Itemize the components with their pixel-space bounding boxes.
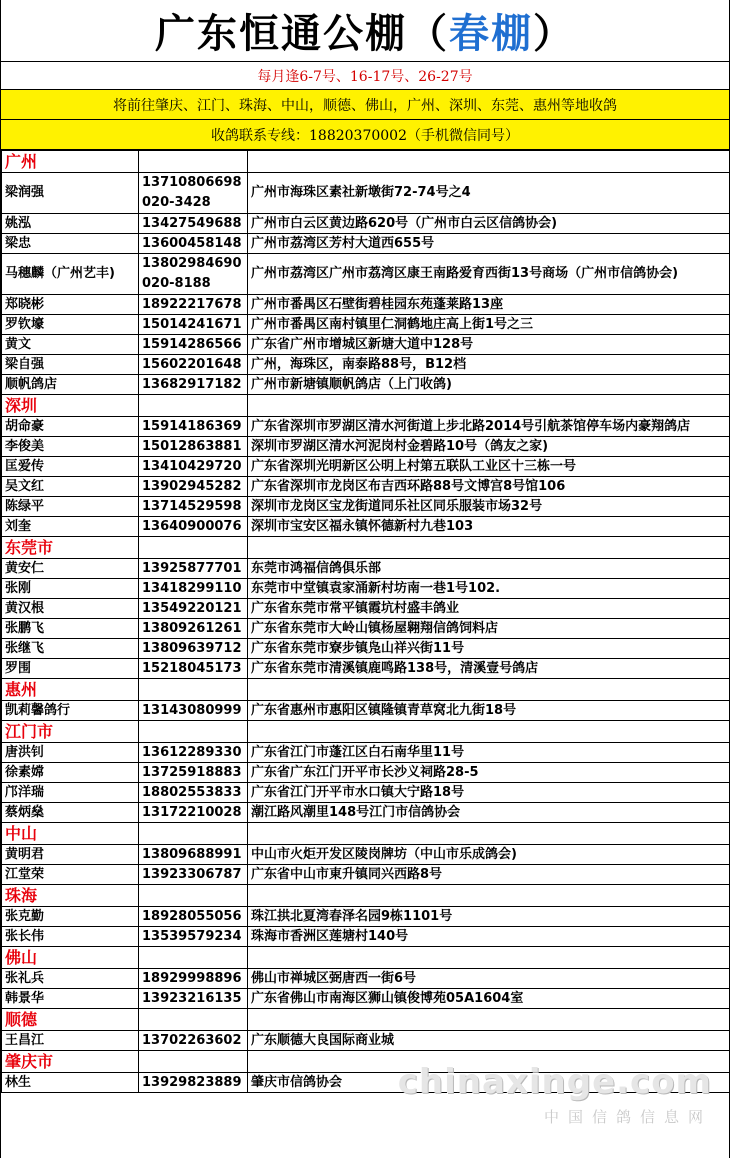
contact-phone: 13725918883	[142, 764, 242, 780]
region-header-row	[2, 679, 730, 701]
page-title	[1, 0, 729, 62]
title-end: ）	[533, 10, 575, 57]
empty-cell	[139, 1009, 248, 1031]
contact-address: 东莞市中堂镇袁家涌新村坊南一巷1号102.	[248, 579, 730, 599]
contact-name: 罗围	[2, 659, 139, 679]
contact-address: 广东省东莞市清溪镇鹿鸣路138号，清溪壹号鸽店	[248, 659, 730, 679]
contact-row	[2, 497, 730, 517]
contact-row	[2, 639, 730, 659]
contact-name: 张克勤	[2, 907, 139, 927]
contact-row	[2, 517, 730, 537]
contact-phone-cell	[139, 599, 248, 619]
contact-row	[2, 173, 730, 214]
empty-cell	[248, 679, 730, 701]
empty-cell	[248, 1009, 730, 1031]
contact-phone: 13682917182	[142, 376, 242, 392]
contact-row	[2, 701, 730, 721]
contact-row	[2, 234, 730, 254]
region-name: 深圳	[2, 395, 139, 417]
contact-row	[2, 214, 730, 234]
empty-cell	[139, 537, 248, 559]
contact-address: 珠江拱北夏湾春泽名园9栋1101号	[248, 907, 730, 927]
contact-address: 广州市番禺区石壁街碧桂园东苑蓬莱路13座	[248, 295, 730, 315]
empty-cell	[139, 151, 248, 173]
region-header-row	[2, 151, 730, 173]
title-main: 广东恒通公棚（	[155, 10, 449, 57]
contact-address: 广东顺德大良国际商业城	[248, 1031, 730, 1051]
contact-name: 凯莉馨鸽行	[2, 701, 139, 721]
contact-row	[2, 579, 730, 599]
contact-name: 黄汉根	[2, 599, 139, 619]
region-header-row	[2, 885, 730, 907]
contact-address: 珠海市香洲区莲塘村140号	[248, 927, 730, 947]
empty-cell	[248, 885, 730, 907]
contact-name: 张鹏飞	[2, 619, 139, 639]
contact-row	[2, 315, 730, 335]
contact-name: 陈绿平	[2, 497, 139, 517]
contact-row	[2, 1073, 730, 1093]
empty-cell	[139, 823, 248, 845]
contact-row	[2, 927, 730, 947]
contact-name: 李俊美	[2, 437, 139, 457]
contact-phone: 13702263602	[142, 1032, 242, 1048]
contact-row	[2, 783, 730, 803]
contact-address: 深圳市龙岗区宝龙街道同乐社区同乐服装市场32号	[248, 497, 730, 517]
contact-row	[2, 803, 730, 823]
hotline: 收鸽联系专线：18820370002（手机微信同号）	[1, 120, 729, 150]
contact-address: 深圳市罗湖区清水河泥岗村金碧路10号（鸽友之家)	[248, 437, 730, 457]
empty-cell	[139, 679, 248, 701]
contact-phone-cell	[139, 1073, 248, 1093]
contact-name: 黄明君	[2, 845, 139, 865]
contact-address: 广东省江门市蓬江区白石南华里11号	[248, 743, 730, 763]
contact-phone-cell	[139, 417, 248, 437]
contact-phone: 13809261261	[142, 620, 242, 636]
region-name: 珠海	[2, 885, 139, 907]
contact-name: 唐洪钊	[2, 743, 139, 763]
empty-cell	[139, 395, 248, 417]
contact-row	[2, 295, 730, 315]
contact-phone-cell	[139, 355, 248, 375]
contact-name: 姚泓	[2, 214, 139, 234]
contact-phone-cell	[139, 335, 248, 355]
empty-cell	[248, 395, 730, 417]
contact-name: 顺帆鸽店	[2, 375, 139, 395]
contact-address: 广州市海珠区素社新墩街72-74号之4	[248, 173, 730, 214]
contact-address: 广东省佛山市南海区狮山镇俊博苑05A1604室	[248, 989, 730, 1009]
contact-phone: 18929998896	[142, 970, 242, 986]
region-name: 江门市	[2, 721, 139, 743]
contact-row	[2, 457, 730, 477]
contact-name: 吴文红	[2, 477, 139, 497]
contact-phone: 15914286566	[142, 336, 242, 352]
contact-phone: 13710806698	[142, 175, 242, 190]
contact-address: 肇庆市信鸽协会	[248, 1073, 730, 1093]
region-name: 顺德	[2, 1009, 139, 1031]
contact-phone: 13418299110	[142, 580, 242, 596]
watermark-site-name: 中国信鸽信息网	[543, 1108, 712, 1126]
empty-cell	[248, 1051, 730, 1073]
contact-phone-cell	[139, 743, 248, 763]
region-header-row	[2, 395, 730, 417]
contact-phone-cell	[139, 517, 248, 537]
contact-row	[2, 477, 730, 497]
contact-name: 邝洋瑞	[2, 783, 139, 803]
contact-row	[2, 437, 730, 457]
empty-cell	[248, 537, 730, 559]
contact-address: 广东省深圳光明新区公明上村第五联队工业区十三栋一号	[248, 457, 730, 477]
region-name: 惠州	[2, 679, 139, 701]
contact-phone-cell	[139, 214, 248, 234]
contact-landline: 020-3428	[142, 195, 211, 210]
contact-phone-cell	[139, 315, 248, 335]
contact-address: 东莞市鸿福信鸽俱乐部	[248, 559, 730, 579]
contact-phone: 15012863881	[142, 438, 242, 454]
watermark-domain: chinaxinge.com	[397, 1062, 712, 1102]
contact-row	[2, 619, 730, 639]
contact-name: 胡命豪	[2, 417, 139, 437]
contact-phone: 18802553833	[142, 784, 242, 800]
contact-name: 梁忠	[2, 234, 139, 254]
contact-row	[2, 417, 730, 437]
contact-phone: 13143080999	[142, 702, 242, 718]
contact-phone-cell	[139, 927, 248, 947]
contact-name: 韩景华	[2, 989, 139, 1009]
contact-phone-cell	[139, 497, 248, 517]
contact-row	[2, 989, 730, 1009]
region-name: 肇庆市	[2, 1051, 139, 1073]
empty-cell	[248, 823, 730, 845]
contact-phone: 13809639712	[142, 640, 242, 656]
contact-phone-cell	[139, 457, 248, 477]
contact-phone: 18922217678	[142, 296, 242, 312]
contact-name: 梁润强	[2, 173, 139, 214]
contact-row	[2, 375, 730, 395]
contact-address: 佛山市禅城区弼唐西一街6号	[248, 969, 730, 989]
contact-address: 广东省江门开平市水口镇大宁路18号	[248, 783, 730, 803]
contact-phone: 13923216135	[142, 990, 242, 1006]
contact-table	[1, 150, 730, 1093]
contact-phone-cell	[139, 375, 248, 395]
contact-address: 潮江路风潮里148号江门市信鸽协会	[248, 803, 730, 823]
contact-phone: 13802984690	[142, 256, 242, 271]
contact-phone: 13714529598	[142, 498, 242, 514]
contact-address: 中山市火炬开发区陵岗牌坊（中山市乐成鸽会)	[248, 845, 730, 865]
contact-address: 广州市荔湾区广州市荔湾区康王南路爱育西街13号商场（广州市信鸽协会)	[248, 254, 730, 295]
contact-phone-cell	[139, 907, 248, 927]
contact-phone: 13410429720	[142, 458, 242, 474]
contact-address: 广州市番禺区南村镇里仁洞鹤地庄高上街1号之三	[248, 315, 730, 335]
contact-row	[2, 1031, 730, 1051]
contact-row	[2, 865, 730, 885]
contact-address: 广东省广东江门开平市长沙义祠路28-5	[248, 763, 730, 783]
contact-row	[2, 845, 730, 865]
empty-cell	[139, 1051, 248, 1073]
contact-address: 广东省中山市東升镇同兴西路8号	[248, 865, 730, 885]
empty-cell	[139, 721, 248, 743]
contact-phone: 13640900076	[142, 518, 242, 534]
contact-name: 蔡炳燊	[2, 803, 139, 823]
contact-phone: 18928055056	[142, 908, 242, 924]
collection-dates: 每月逢6-7号、16-17号、26-27号	[1, 62, 729, 90]
empty-cell	[248, 151, 730, 173]
contact-phone: 13549220121	[142, 600, 242, 616]
region-name: 东莞市	[2, 537, 139, 559]
contact-phone-cell	[139, 989, 248, 1009]
contact-address: 广东省东莞市常平镇霞坑村盛丰鸽业	[248, 599, 730, 619]
contact-phone-cell	[139, 969, 248, 989]
contact-phone-cell	[139, 579, 248, 599]
contact-row	[2, 743, 730, 763]
contact-name: 梁自强	[2, 355, 139, 375]
contact-name: 黄文	[2, 335, 139, 355]
contact-name: 黄安仁	[2, 559, 139, 579]
contact-row	[2, 254, 730, 295]
contact-name: 林生	[2, 1073, 139, 1093]
contact-row	[2, 355, 730, 375]
contact-name: 马穗麟（广州艺丰)	[2, 254, 139, 295]
region-header-row	[2, 1051, 730, 1073]
contact-phone: 13923306787	[142, 866, 242, 882]
contact-phone: 15014241671	[142, 316, 242, 332]
contact-phone-cell	[139, 1031, 248, 1051]
contact-name: 王昌江	[2, 1031, 139, 1051]
contact-row	[2, 659, 730, 679]
contact-name: 张礼兵	[2, 969, 139, 989]
contact-address: 广州市白云区黄边路620号（广州市白云区信鸽协会)	[248, 214, 730, 234]
contact-phone-cell	[139, 763, 248, 783]
empty-cell	[248, 947, 730, 969]
contact-phone-cell	[139, 437, 248, 457]
contact-phone: 13809688991	[142, 846, 242, 862]
region-name: 广州	[2, 151, 139, 173]
contact-phone: 15602201648	[142, 356, 242, 372]
empty-cell	[139, 885, 248, 907]
contact-phone-cell	[139, 865, 248, 885]
contact-phone-cell	[139, 254, 248, 295]
contact-address: 广州市新塘镇顺帆鸽店（上门收鸽)	[248, 375, 730, 395]
contact-name: 罗钦壕	[2, 315, 139, 335]
contact-phone: 13925877701	[142, 560, 242, 576]
contact-phone-cell	[139, 619, 248, 639]
contact-address: 广东省东莞市大岭山镇杨屋翱翔信鸽饲料店	[248, 619, 730, 639]
contact-address: 广州，海珠区，南泰路88号，B12档	[248, 355, 730, 375]
contact-phone-cell	[139, 559, 248, 579]
contact-row	[2, 763, 730, 783]
region-name: 中山	[2, 823, 139, 845]
contact-address: 深圳市宝安区福永镇怀德新村九巷103	[248, 517, 730, 537]
collection-cities: 将前往肇庆、江门、珠海、中山，顺德、佛山，广州、深圳、东莞、惠州等地收鸽	[1, 90, 729, 120]
contact-phone: 15218045173	[142, 660, 242, 676]
region-header-row	[2, 537, 730, 559]
contact-row	[2, 907, 730, 927]
region-name: 佛山	[2, 947, 139, 969]
contact-name: 江堂荣	[2, 865, 139, 885]
contact-row	[2, 559, 730, 579]
contact-phone-cell	[139, 639, 248, 659]
contact-phone: 13600458148	[142, 235, 242, 251]
contact-landline: 020-8188	[142, 276, 211, 291]
contact-name: 郑晓彬	[2, 295, 139, 315]
region-header-row	[2, 947, 730, 969]
region-header-row	[2, 721, 730, 743]
region-header-row	[2, 823, 730, 845]
contact-phone-cell	[139, 845, 248, 865]
contact-phone: 13902945282	[142, 478, 242, 494]
title-accent: 春棚	[449, 10, 533, 57]
contact-phone-cell	[139, 477, 248, 497]
contact-phone-cell	[139, 234, 248, 254]
contact-phone: 13172210028	[142, 804, 242, 820]
contact-phone: 15914186369	[142, 418, 242, 434]
contact-address: 广东省深圳市龙岗区布吉西环路88号文博宫8号馆106	[248, 477, 730, 497]
contact-phone: 13539579234	[142, 928, 242, 944]
contact-name: 刘奎	[2, 517, 139, 537]
contact-phone-cell	[139, 783, 248, 803]
contact-phone: 13612289330	[142, 744, 242, 760]
contact-row	[2, 969, 730, 989]
contact-phone-cell	[139, 701, 248, 721]
contact-row	[2, 599, 730, 619]
contact-phone-cell	[139, 803, 248, 823]
contact-address: 广东省广州市增城区新塘大道中128号	[248, 335, 730, 355]
contact-phone: 13929823889	[142, 1074, 242, 1090]
contact-address: 广东省惠州市惠阳区镇隆镇青草窝北九街18号	[248, 701, 730, 721]
contact-phone-cell	[139, 295, 248, 315]
contact-row	[2, 335, 730, 355]
contact-name: 张刚	[2, 579, 139, 599]
contact-address: 广东省东莞市寮步镇凫山祥兴街11号	[248, 639, 730, 659]
contact-phone: 13427549688	[142, 215, 242, 231]
region-header-row	[2, 1009, 730, 1031]
empty-cell	[139, 947, 248, 969]
contact-name: 张长伟	[2, 927, 139, 947]
empty-cell	[248, 721, 730, 743]
contact-address: 广东省深圳市罗湖区清水河街道上步北路2014号引航茶馆停车场内豪翔鸽店	[248, 417, 730, 437]
contact-address: 广州市荔湾区芳村大道西655号	[248, 234, 730, 254]
contact-phone-cell	[139, 659, 248, 679]
contact-name: 徐素嫦	[2, 763, 139, 783]
contact-name: 匡爱传	[2, 457, 139, 477]
contact-name: 张继飞	[2, 639, 139, 659]
contact-phone-cell	[139, 173, 248, 214]
